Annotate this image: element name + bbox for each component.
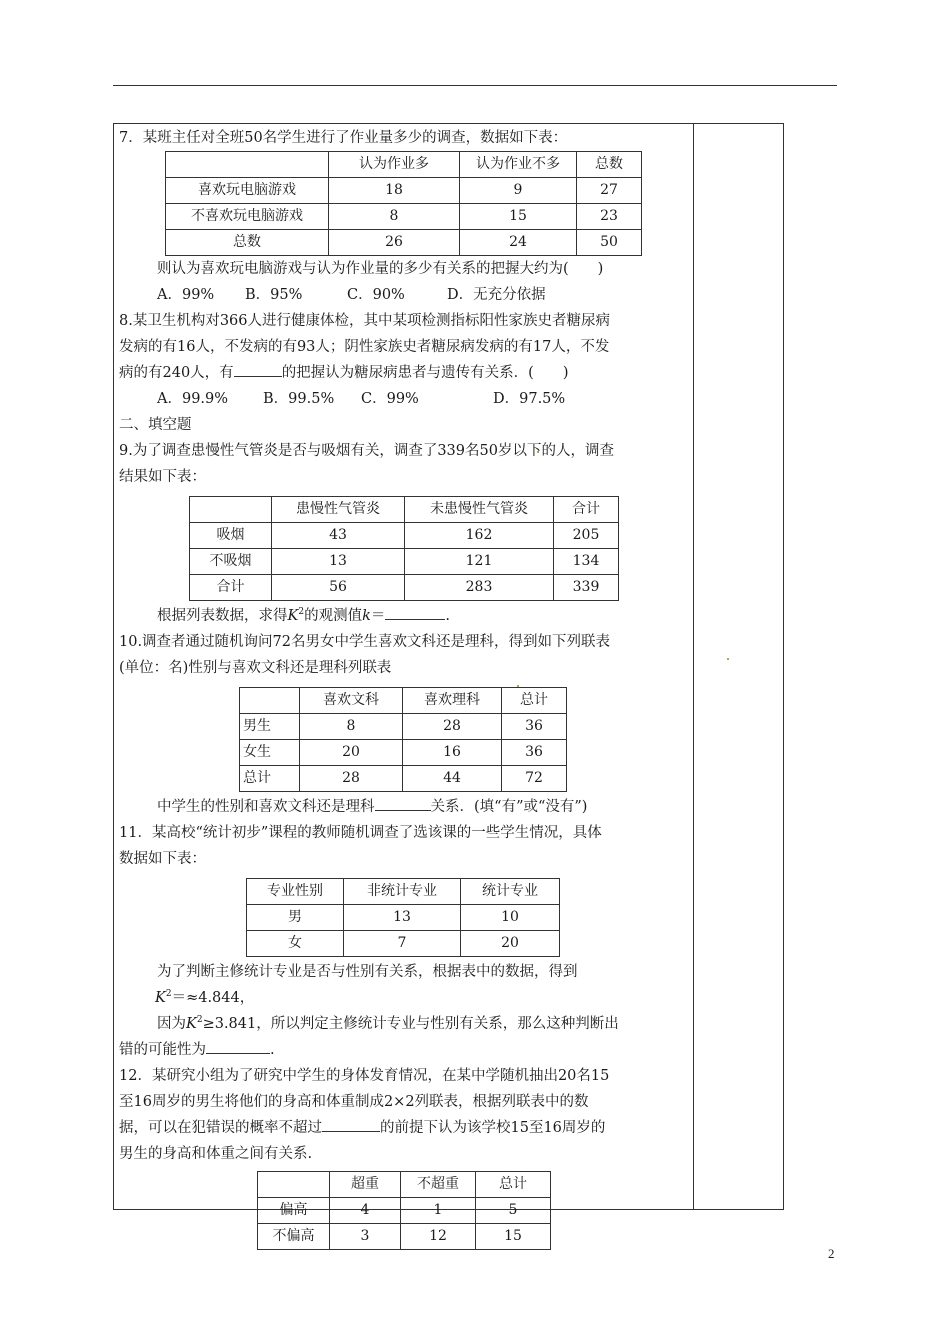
table-header-row: [258, 1172, 551, 1198]
superscript: 2: [196, 1015, 203, 1026]
q11-line: 数据如下表：: [119, 851, 206, 867]
table-cell: 1: [401, 1198, 476, 1224]
q11-text: 错的可能性为: [119, 1042, 206, 1058]
q9-text: ＝: [370, 608, 386, 624]
answer-blank: [234, 362, 282, 377]
table-cell: 50: [577, 230, 642, 256]
q7-table: [165, 151, 642, 256]
table-row: [190, 549, 619, 575]
q12-line: [119, 1115, 689, 1141]
option-d: D．97.5%: [493, 391, 566, 407]
table-cell: 9: [460, 178, 577, 204]
table-header-row: [166, 152, 642, 178]
answer-blank: [322, 1117, 380, 1132]
table-row: [166, 204, 642, 230]
table-cell: 女生: [240, 740, 300, 766]
option-d: D．无充分依据: [447, 287, 546, 303]
section-heading: 二、填空题: [119, 417, 192, 433]
table-cell: 认为作业不多: [460, 152, 577, 178]
table-cell: 121: [405, 549, 554, 575]
k-symbol: K: [155, 990, 166, 1006]
q11-text: ≥3.841，所以判定主修统计专业与性别有关系，那么这种判断出: [202, 1016, 619, 1032]
q7-stem: 7．某班主任对全班50名学生进行了作业量多少的调查，数据如下表：: [119, 130, 568, 146]
table-header-row: [240, 688, 567, 714]
notes-column-divider: [693, 123, 694, 1210]
k-symbol: k: [362, 608, 371, 624]
q10-text: 中学生的性别和喜欢文科还是理科: [157, 799, 375, 815]
table-cell: 合计: [554, 497, 619, 523]
table-cell: 患慢性气管炎: [272, 497, 405, 523]
table-cell: 23: [577, 204, 642, 230]
table-cell: 未患慢性气管炎: [405, 497, 554, 523]
table-row: [247, 905, 560, 931]
table-row: [258, 1198, 551, 1224]
table-cell: 56: [272, 575, 405, 601]
table-cell: 喜欢玩电脑游戏: [166, 178, 329, 204]
table-cell: 不吸烟: [190, 549, 272, 575]
table-cell: 72: [502, 766, 567, 792]
table-cell: 女: [247, 931, 344, 957]
q8-text: 的把握认为糖尿病患者与遗传有关系．( ): [281, 365, 569, 381]
q8-text: 病的有240人，有: [119, 365, 234, 381]
q11-text: 因为: [157, 1016, 186, 1032]
q10-line: (单位：名)性别与喜欢文科还是理科列联表: [119, 660, 392, 676]
q9-line: 9.为了调查患慢性气管炎是否与吸烟有关，调查了339名50岁以下的人，调查: [119, 443, 614, 459]
header-rule: [113, 85, 837, 86]
table-cell: 15: [460, 204, 577, 230]
table-row: [190, 523, 619, 549]
table-cell: [190, 497, 272, 523]
answer-blank: [206, 1039, 270, 1054]
table-header-row: [190, 497, 619, 523]
q10-line: 10.调查者通过随机询问72名男女中学生喜欢文科还是理科，得到如下列联表: [119, 634, 611, 650]
q8-line: 发病的有16人，不发病的有93人；阴性家族史者糖尿病发病的有17人，不发: [119, 339, 610, 355]
table-row: [240, 714, 567, 740]
q11-text: 为了判断主修统计专业是否与性别有关系，根据表中的数据，得到: [157, 964, 578, 980]
table-cell: 7: [344, 931, 461, 957]
superscript: 2: [298, 607, 305, 618]
table-cell: 喜欢理科: [403, 688, 502, 714]
table-cell: 28: [403, 714, 502, 740]
table-cell: 339: [554, 575, 619, 601]
option-c: C．90%: [347, 287, 405, 303]
table-cell: [258, 1172, 330, 1198]
q12-line: 12．某研究小组为了研究中学生的身体发育情况，在某中学随机抽出20名15: [119, 1068, 610, 1084]
q12-table: [257, 1171, 551, 1250]
page-number: 2: [828, 1246, 835, 1261]
table-cell: 男生: [240, 714, 300, 740]
table-cell: 36: [502, 740, 567, 766]
table-cell: 44: [403, 766, 502, 792]
table-cell: 总数: [577, 152, 642, 178]
table-header-row: [247, 879, 560, 905]
table-cell: 13: [272, 549, 405, 575]
option-c: C．99%: [361, 391, 419, 407]
table-cell: 12: [401, 1224, 476, 1250]
table-cell: 16: [403, 740, 502, 766]
option-a: A．99.9%: [157, 391, 229, 407]
table-cell: 总计: [240, 766, 300, 792]
table-cell: 不喜欢玩电脑游戏: [166, 204, 329, 230]
table-cell: 8: [329, 204, 460, 230]
table-cell: 8: [300, 714, 403, 740]
table-cell: 总计: [476, 1172, 551, 1198]
table-cell: 36: [502, 714, 567, 740]
table-cell: 偏高: [258, 1198, 330, 1224]
table-cell: 统计专业: [461, 879, 560, 905]
table-cell: 205: [554, 523, 619, 549]
q11-text: .: [270, 1042, 275, 1058]
table-row: [190, 575, 619, 601]
table-cell: 26: [329, 230, 460, 256]
table-cell: 24: [460, 230, 577, 256]
q9-answer: [119, 603, 689, 629]
table-cell: 43: [272, 523, 405, 549]
table-cell: 不偏高: [258, 1224, 330, 1250]
stray-mark: [727, 658, 729, 660]
q12-line: 至16周岁的男生将他们的身高和体重制成2×2列联表，根据列联表中的数: [119, 1094, 589, 1110]
table-cell: 5: [476, 1198, 551, 1224]
table-cell: 认为作业多: [329, 152, 460, 178]
table-cell: 4: [330, 1198, 401, 1224]
table-cell: 喜欢文科: [300, 688, 403, 714]
q11-table: [246, 878, 560, 957]
q11-text: [119, 1037, 689, 1063]
worksheet-content: [119, 125, 689, 1250]
q9-text: .: [445, 608, 450, 624]
table-cell: 专业性别: [247, 879, 344, 905]
table-row: [247, 931, 560, 957]
option-b: B．95%: [245, 287, 303, 303]
q8-line: 8.某卫生机构对366人进行健康体检，其中某项检测指标阳性家族史者糖尿病: [119, 313, 611, 329]
table-cell: [240, 688, 300, 714]
table-cell: 总数: [166, 230, 329, 256]
q9-text: 的观测值: [304, 608, 363, 624]
option-b: B．99.5%: [263, 391, 335, 407]
table-cell: 162: [405, 523, 554, 549]
q12-line: 男生的身高和体重之间有关系.: [119, 1146, 313, 1162]
q8-options: [119, 386, 689, 412]
table-cell: 合计: [190, 575, 272, 601]
superscript: 2: [165, 989, 172, 1000]
q8-line: [119, 360, 689, 386]
answer-blank: [375, 796, 431, 811]
q12-text: 据，可以在犯错误的概率不超过: [119, 1120, 322, 1136]
q10-text: 关系．(填“有”或“没有”): [430, 799, 588, 815]
table-row: [240, 766, 567, 792]
table-cell: 18: [329, 178, 460, 204]
table-cell: 不超重: [401, 1172, 476, 1198]
q12-text: 的前提下认为该学校15至16周岁的: [380, 1120, 606, 1136]
table-row: [166, 178, 642, 204]
table-cell: 28: [300, 766, 403, 792]
table-row: [166, 230, 642, 256]
table-cell: 非统计专业: [344, 879, 461, 905]
q11-text: [119, 1011, 689, 1037]
table-cell: 15: [476, 1224, 551, 1250]
q11-line: 11．某高校“统计初步”课程的教师随机调查了选该课的一些学生情况，具体: [119, 825, 602, 841]
q10-answer: [119, 794, 689, 820]
q10-table: [239, 687, 567, 792]
answer-blank: [385, 605, 445, 620]
table-cell: 超重: [330, 1172, 401, 1198]
q9-table: [189, 496, 619, 601]
table-cell: 283: [405, 575, 554, 601]
q11-k-value: [119, 985, 689, 1011]
q9-line: 结果如下表：: [119, 469, 206, 485]
table-cell: 20: [461, 931, 560, 957]
table-cell: 吸烟: [190, 523, 272, 549]
table-row: [240, 740, 567, 766]
k-symbol: K: [287, 608, 299, 624]
table-cell: 男: [247, 905, 344, 931]
q7-options: [119, 282, 689, 308]
table-cell: 13: [344, 905, 461, 931]
k-symbol: K: [186, 1016, 197, 1032]
table-cell: 134: [554, 549, 619, 575]
table-cell: 20: [300, 740, 403, 766]
table-cell: 10: [461, 905, 560, 931]
option-a: A．99%: [157, 287, 215, 303]
q7-question: 则认为喜欢玩电脑游戏与认为作业量的多少有关系的把握大约为( ): [157, 261, 604, 277]
table-cell: 3: [330, 1224, 401, 1250]
table-cell: 总计: [502, 688, 567, 714]
table-cell: 27: [577, 178, 642, 204]
table-cell: [166, 152, 329, 178]
q9-text: 根据列表数据，求得: [157, 608, 288, 624]
q11-text: ＝≈4.844，: [171, 990, 255, 1006]
table-row: [258, 1224, 551, 1250]
